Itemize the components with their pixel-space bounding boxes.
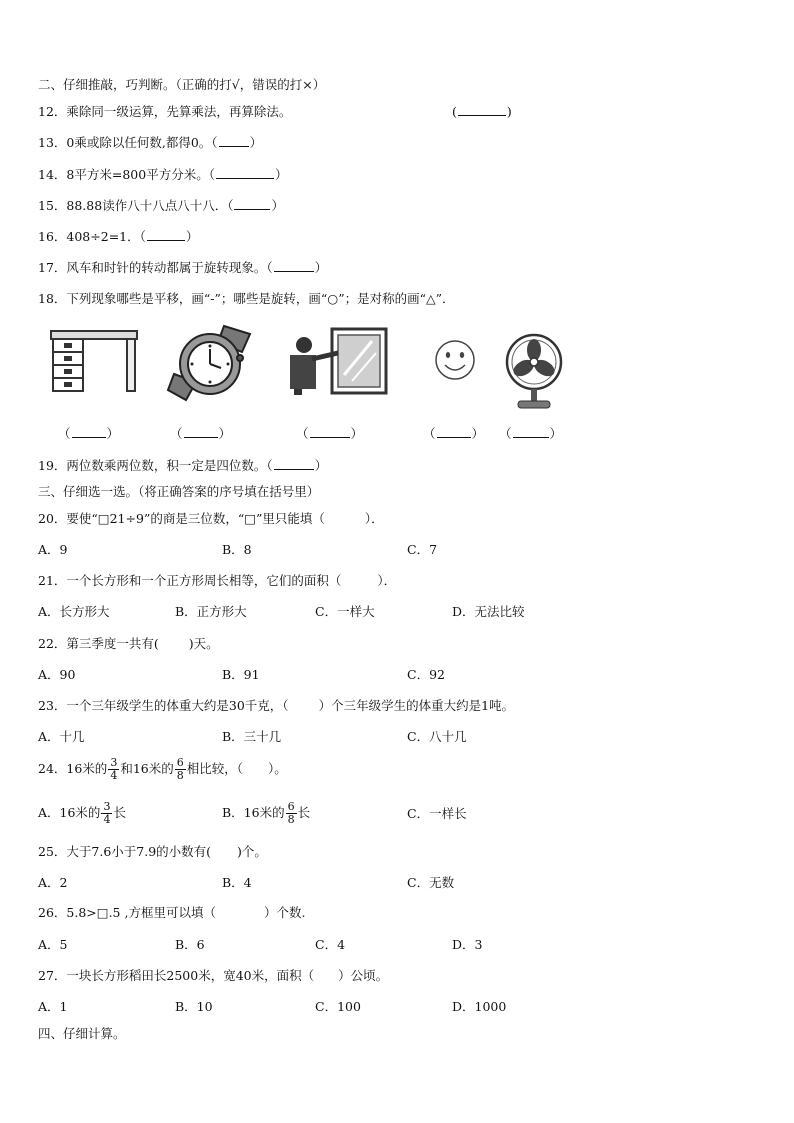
- option-22-a[interactable]: A．90: [38, 667, 76, 682]
- option-26-c[interactable]: C．4: [315, 937, 346, 952]
- question-16: 16．408÷2=1．（ ）: [38, 229, 199, 244]
- option-22-c[interactable]: C．92: [407, 667, 445, 682]
- fraction-3-4: $\frac{3}{4}$: [110, 756, 118, 782]
- option-25-b[interactable]: B．4: [222, 875, 252, 890]
- question-19: 19．两位数乘两位数，积一定是四位数。（ ）: [38, 458, 328, 473]
- section-2-title: 二、仔细推敲，巧判断。（正确的打√，错误的打×）: [38, 77, 326, 92]
- question-12: 12．乘除同一级运算，先算乘法，再算除法。: [38, 104, 292, 119]
- section-4-title: 四、仔细计算。: [38, 1026, 126, 1041]
- option-20-b[interactable]: B．8: [222, 542, 252, 557]
- question-26: 26．5.8>□.5 ,方框里可以填（ ）个数.: [38, 905, 306, 920]
- option-27-d[interactable]: D．1000: [452, 999, 507, 1014]
- answer-paren-12[interactable]: ( ): [452, 104, 512, 119]
- question-24: 24．16米的 $\frac{3}{4}$ 和16米的 $\frac{6}{8}$ 相比较，（ ）。: [38, 756, 287, 782]
- option-24-c[interactable]: C．一样长: [407, 806, 467, 821]
- option-26-b[interactable]: B．6: [175, 937, 205, 952]
- option-26-a[interactable]: A．5: [38, 937, 68, 952]
- question-18: 18．下列现象哪些是平移，画“-”；哪些是旋转，画“○”；是对称的画“△”．: [38, 291, 455, 306]
- fraction-6-8: $\frac{6}{8}$: [176, 756, 184, 782]
- question-13: 13．0乘或除以任何数,都得0。（ ）: [38, 135, 263, 150]
- option-21-a[interactable]: A．长方形大: [38, 604, 110, 619]
- answer-paren-18-3[interactable]: （ ）: [296, 426, 364, 441]
- option-26-d[interactable]: D．3: [452, 937, 483, 952]
- answer-paren-18-4[interactable]: （ ）: [423, 426, 485, 441]
- option-21-c[interactable]: C．一样大: [315, 604, 375, 619]
- option-20-c[interactable]: C．7: [407, 542, 438, 557]
- electric-fan-icon: [502, 332, 566, 412]
- option-21-d[interactable]: D．无法比较: [452, 604, 525, 619]
- option-22-b[interactable]: B．91: [222, 667, 260, 682]
- answer-paren-18-1[interactable]: （ ）: [58, 426, 120, 441]
- option-24-a[interactable]: A．16米的 $\frac{3}{4}$ 长: [38, 800, 126, 826]
- option-25-c[interactable]: C．无数: [407, 875, 455, 890]
- option-27-c[interactable]: C．100: [315, 999, 361, 1014]
- question-22: 22．第三季度一共有( )天。: [38, 636, 219, 651]
- question-14: 14．8平方米=800平方分米。（ ）: [38, 167, 288, 182]
- option-23-c[interactable]: C．八十几: [407, 729, 467, 744]
- question-17: 17．风车和时针的转动都属于旋转现象。（ ）: [38, 260, 328, 275]
- question-25: 25．大于7.6小于7.9的小数有( )个。: [38, 844, 267, 859]
- person-pushing-window-icon: [282, 325, 388, 397]
- question-23: 23．一个三年级学生的体重大约是30千克，（ ）个三年级学生的体重大约是1吨。: [38, 698, 515, 713]
- smiley-face-icon: [434, 338, 476, 382]
- option-23-a[interactable]: A．十几: [38, 729, 85, 744]
- option-23-b[interactable]: B．三十几: [222, 729, 282, 744]
- option-27-a[interactable]: A．1: [38, 999, 68, 1014]
- option-25-a[interactable]: A．2: [38, 875, 68, 890]
- watch-icon: [166, 322, 258, 402]
- section-3-title: 三、仔细选一选。（将正确答案的序号填在括号里）: [38, 484, 320, 499]
- desk-icon: [48, 325, 140, 397]
- option-21-b[interactable]: B．正方形大: [175, 604, 247, 619]
- option-27-b[interactable]: B．10: [175, 999, 213, 1014]
- question-21: 21．一个长方形和一个正方形周长相等，它们的面积（ ）．: [38, 573, 397, 588]
- answer-paren-18-5[interactable]: （ ）: [499, 426, 563, 441]
- option-24-b[interactable]: B．16米的 $\frac{6}{8}$ 长: [222, 800, 311, 826]
- question-27: 27．一块长方形稻田长2500米，宽40米，面积（ ）公顷。: [38, 968, 389, 983]
- option-20-a[interactable]: A．9: [38, 542, 68, 557]
- question-15: 15．88.88读作八十八点八十八．（ ）: [38, 198, 284, 213]
- question-20: 20．要使“□21÷9”的商是三位数，“□”里只能填（ ）．: [38, 511, 384, 526]
- answer-paren-18-2[interactable]: （ ）: [170, 426, 232, 441]
